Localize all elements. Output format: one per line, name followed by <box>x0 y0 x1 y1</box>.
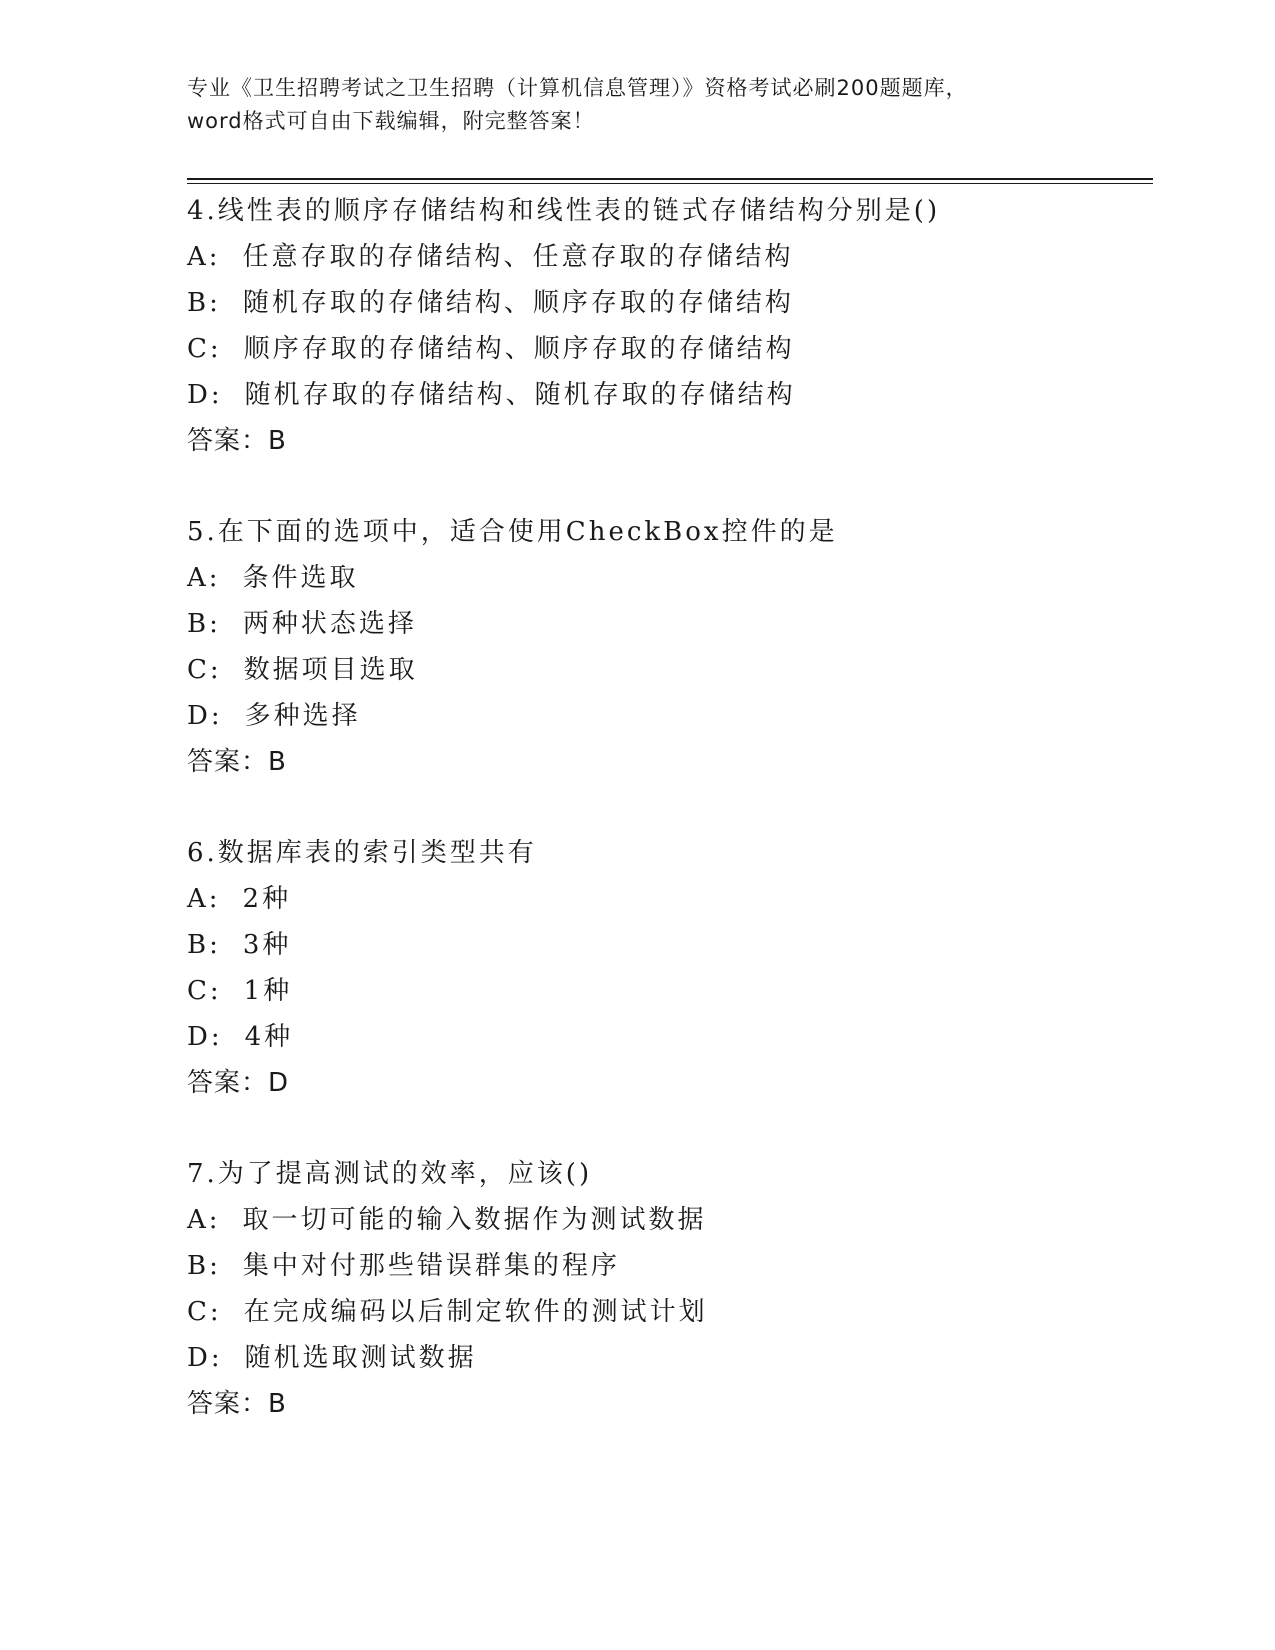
question-title: 6.数据库表的索引类型共有 <box>187 838 537 868</box>
question-title: 4.线性表的顺序存储结构和线性表的链式存储结构分别是() <box>187 196 941 226</box>
option-key: C: <box>187 1297 222 1327</box>
option-text: 取一切可能的输入数据作为测试数据 <box>242 1205 707 1235</box>
option-text: 随机存取的存储结构、顺序存取的存储结构 <box>242 288 794 318</box>
option-b <box>187 922 1153 968</box>
option-key: A: <box>187 884 221 914</box>
option-key: B: <box>187 288 221 318</box>
option-key: C: <box>187 334 222 364</box>
option-text: 4种 <box>244 1022 294 1052</box>
option-key: C: <box>187 976 222 1006</box>
option-text: 1种 <box>243 976 293 1006</box>
option-c <box>187 1289 1153 1335</box>
answer-line: 答案：B <box>187 426 287 456</box>
option-key: D: <box>187 380 223 410</box>
option-b <box>187 1243 1153 1289</box>
option-d <box>187 1014 1153 1060</box>
option-text: 随机选取测试数据 <box>244 1343 477 1373</box>
option-text: 两种状态选择 <box>242 609 417 639</box>
option-text: 数据项目选取 <box>243 655 418 685</box>
question-title: 7.为了提高测试的效率，应该() <box>187 1159 593 1189</box>
answer-line: 答案：D <box>187 1068 290 1098</box>
option-a <box>187 876 1153 922</box>
option-text: 3种 <box>242 930 292 960</box>
option-key: A: <box>187 1205 221 1235</box>
answer-line: 答案：B <box>187 747 287 777</box>
option-text: 2种 <box>242 884 292 914</box>
question-list <box>187 188 1153 1427</box>
option-key: B: <box>187 930 221 960</box>
option-key: C: <box>187 655 222 685</box>
option-text: 任意存取的存储结构、任意存取的存储结构 <box>242 242 794 272</box>
header-line-1: 专业《卫生招聘考试之卫生招聘（计算机信息管理）》资格考试必刷200题题库， <box>187 76 968 100</box>
question-5 <box>187 509 1153 785</box>
option-text: 随机存取的存储结构、随机存取的存储结构 <box>244 380 796 410</box>
option-d <box>187 372 1153 418</box>
question-7 <box>187 1151 1153 1427</box>
header-divider <box>187 178 1153 180</box>
option-b <box>187 280 1153 326</box>
option-text: 顺序存取的存储结构、顺序存取的存储结构 <box>243 334 795 364</box>
header-line-2: word格式可自由下载编辑，附完整答案！ <box>187 109 595 133</box>
question-4 <box>187 188 1153 464</box>
option-a <box>187 234 1153 280</box>
answer-line: 答案：B <box>187 1389 287 1419</box>
option-c <box>187 968 1153 1014</box>
document-header <box>187 72 1087 138</box>
header-divider-thin <box>187 183 1153 184</box>
option-d <box>187 1335 1153 1381</box>
option-c <box>187 647 1153 693</box>
option-text: 在完成编码以后制定软件的测试计划 <box>243 1297 708 1327</box>
option-key: B: <box>187 1251 221 1281</box>
option-text: 集中对付那些错误群集的程序 <box>242 1251 620 1281</box>
question-title: 5.在下面的选项中，适合使用CheckBox控件的是 <box>187 517 838 547</box>
option-key: A: <box>187 242 221 272</box>
option-key: A: <box>187 563 221 593</box>
option-a <box>187 555 1153 601</box>
option-a <box>187 1197 1153 1243</box>
option-key: D: <box>187 701 223 731</box>
option-text: 条件选取 <box>242 563 359 593</box>
option-key: D: <box>187 1022 223 1052</box>
option-key: D: <box>187 1343 223 1373</box>
question-6 <box>187 830 1153 1106</box>
option-b <box>187 601 1153 647</box>
option-key: B: <box>187 609 221 639</box>
option-text: 多种选择 <box>244 701 361 731</box>
option-d <box>187 693 1153 739</box>
option-c <box>187 326 1153 372</box>
